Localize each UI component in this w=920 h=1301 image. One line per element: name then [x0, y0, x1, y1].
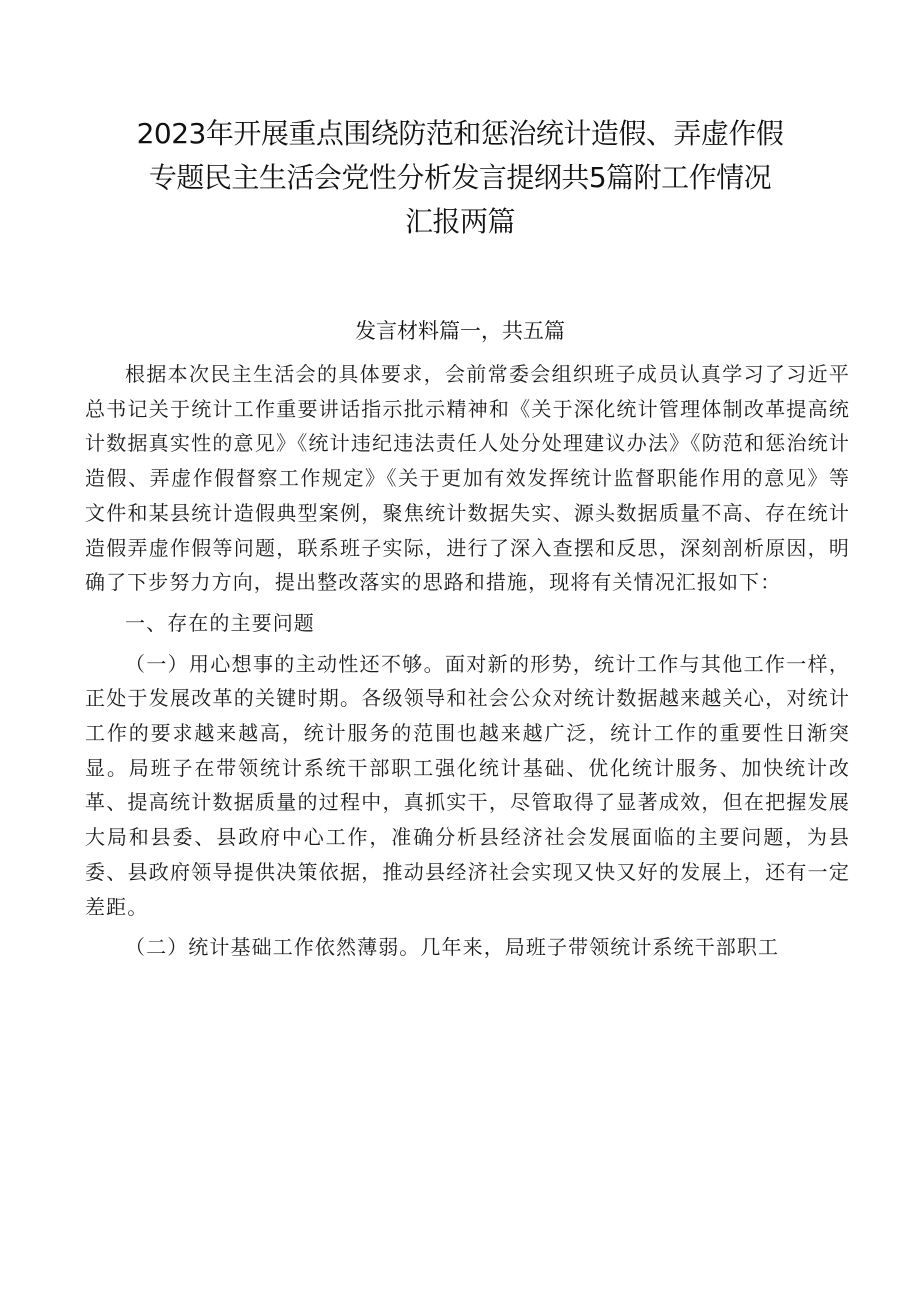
document-title — [70, 112, 850, 244]
main-problems-heading: 一、存在的主要问题 — [125, 610, 315, 635]
document-body — [85, 357, 850, 965]
problem-paragraph-2: （二）统计基础工作依然薄弱。几年来，局班子带领统计系统干部职工 — [125, 935, 780, 960]
title-line-1: 2023年开展重点围绕防范和惩治统计造假、弄虚作假 — [136, 117, 784, 150]
title-line-2: 专题民主生活会党性分析发言提纲共5篇附工作情况 — [148, 161, 772, 194]
title-line-3: 汇报两篇 — [404, 205, 515, 238]
intro-paragraph: 根据本次民主生活会的具体要求，会前常委会组织班子成员认真学习了习近平总书记关于统计工作重要讲话指示批示精神和《关于深化统计管理体制改革提高统计数据真实性的意见》《统计违纪违法责任人处分处理建议办法》《防范和惩治统计造假、弄虚作假督察工作规定》《关于更加有效发挥统计监督职能作用的意见》等文件和某县统计造假典型案例，聚焦统计数据失实、源头数据质量不高、存在统计造假弄虚作假等问题，联系班子实际，进行了深入查摆和反思，深刻剖析原因，明确了下步努力方向，提出整改落实的思路和措施，现将有关情况汇报如下： — [85, 362, 850, 595]
section-heading: 发言材料篇一，共五篇 — [355, 319, 565, 343]
problem-paragraph-1: （一）用心想事的主动性还不够。面对新的形势，统计工作与其他工作一样，正处于发展改革的关键时期。各级领导和社会公众对统计数据越来越关心，对统计工作的要求越来越高，统计服务的范围也越来越广泛，统计工作的重要性日渐突显。局班子在带领统计系统干部职工强化统计基础、优化统计服务、加快统计改革、提高统计数据质量的过程中，真抓实干，尽管取得了显著成效，但在把握发展大局和县委、县政府中心工作，准确分析县经济社会发展面临的主要问题，为县委、县政府领导提供决策依据，推动县经济社会实现又快又好的发展上，还有一定差距。 — [85, 651, 850, 919]
